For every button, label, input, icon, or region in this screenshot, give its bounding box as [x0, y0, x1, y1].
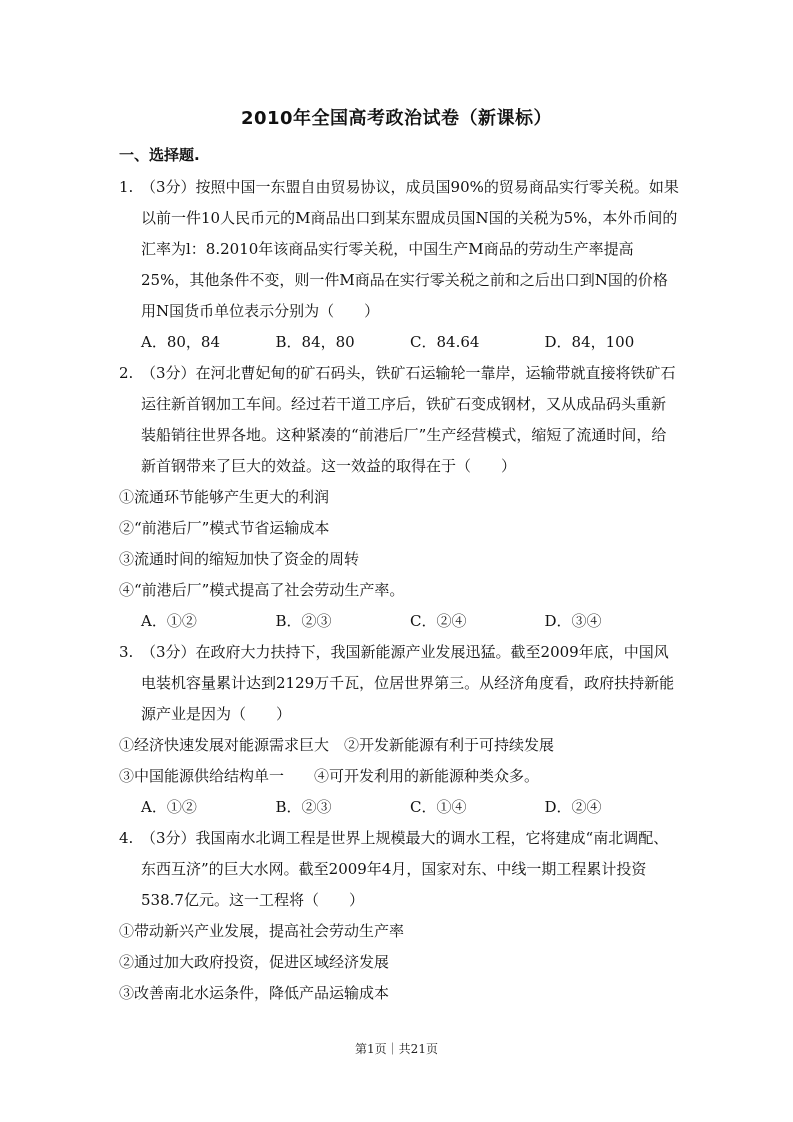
question-1 [119, 172, 679, 327]
option-d: D．③④ [544, 612, 602, 630]
question-text: （3分）在河北曹妃甸的矿石码头，铁矿石运输轮一靠岸，运输带就直接将铁矿石运往新首钢加工车间。经过若干道工序后，铁矿石变成钢材，又从成品码头重新装船销往世界各地。这种紧凑的“前港后厂”生产经营模式，缩短了流通时间，给新首钢带来了巨大的效益。这一效益的取得在于（ ） [141, 364, 676, 475]
option-b: B．②③ [275, 612, 332, 630]
option-a: A．①② [141, 798, 197, 816]
question-text: （3分）我国南水北调工程是世界上规模最大的调水工程，它将建成“南北调配、东西互济”的巨大水网。截至2009年4月，国家对东、中线一期工程累计投资538.7亿元。这一工程将（ ） [141, 829, 669, 909]
options-row [141, 327, 679, 358]
option-a: A．①② [141, 612, 197, 630]
options-row [141, 792, 679, 823]
option-b: B．84，80 [275, 333, 355, 351]
option-c: C．84.64 [410, 333, 480, 351]
question-3 [119, 637, 679, 730]
statement-item: ③中国能源供给结构单一 ④可开发利用的新能源种类众多。 [119, 767, 540, 785]
statement-item: ①流通环节能够产生更大的利润 [119, 488, 330, 506]
question-number: 4. [119, 829, 134, 847]
statement-item: ②通过加大政府投资，促进区域经济发展 [119, 953, 390, 971]
statement-item: ③流通时间的缩短加快了资金的周转 [119, 550, 360, 568]
option-d: D．84，100 [544, 333, 635, 351]
statement-item: ①经济快速发展对能源需求巨大 ②开发新能源有利于可持续发展 [119, 736, 555, 754]
option-c: C．①④ [410, 798, 467, 816]
option-c: C．②④ [410, 612, 467, 630]
section-heading: 一、选择题. [119, 146, 200, 164]
question-4 [119, 823, 679, 916]
page-footer: 第1页｜共21页 [355, 1042, 438, 1056]
option-b: B．②③ [275, 798, 332, 816]
question-number: 3. [119, 643, 134, 661]
option-a: A．80，84 [141, 333, 221, 351]
page-title: 2010年全国高考政治试卷（新课标） [240, 108, 553, 129]
statement-item: ③改善南北水运条件，降低产品运输成本 [119, 984, 390, 1002]
statement-item: ①带动新兴产业发展，提高社会劳动生产率 [119, 922, 405, 940]
question-number: 2. [119, 364, 134, 382]
options-row [141, 606, 679, 637]
question-text: （3分）按照中国一东盟自由贸易协议，成员国90%的贸易商品实行零关税。如果以前一件10人民币元的M商品出口到某东盟成员国N国的关税为5%，本外币间的汇率为l：8.2010年该商品实行零关税，中国生产M商品的劳动生产率提高25%，其他条件不变，则一件M商品在实行零关税之前和之后出口到N国的价格用N国货币单位表示分别为（ ） [141, 178, 679, 320]
question-text: （3分）在政府大力扶持下，我国新能源产业发展迅猛。截至2009年底，中国风电装机容量累计达到2129万千瓦，位居世界第三。从经济角度看，政府扶持新能源产业是因为（ ） [141, 643, 675, 723]
option-d: D．②④ [544, 798, 602, 816]
question-number: 1. [119, 178, 134, 196]
statement-item: ②“前港后厂”模式节省运输成本 [119, 519, 330, 537]
question-2 [119, 358, 679, 482]
statement-item: ④“前港后厂”模式提高了社会劳动生产率。 [119, 581, 405, 599]
question-list [119, 172, 679, 1009]
